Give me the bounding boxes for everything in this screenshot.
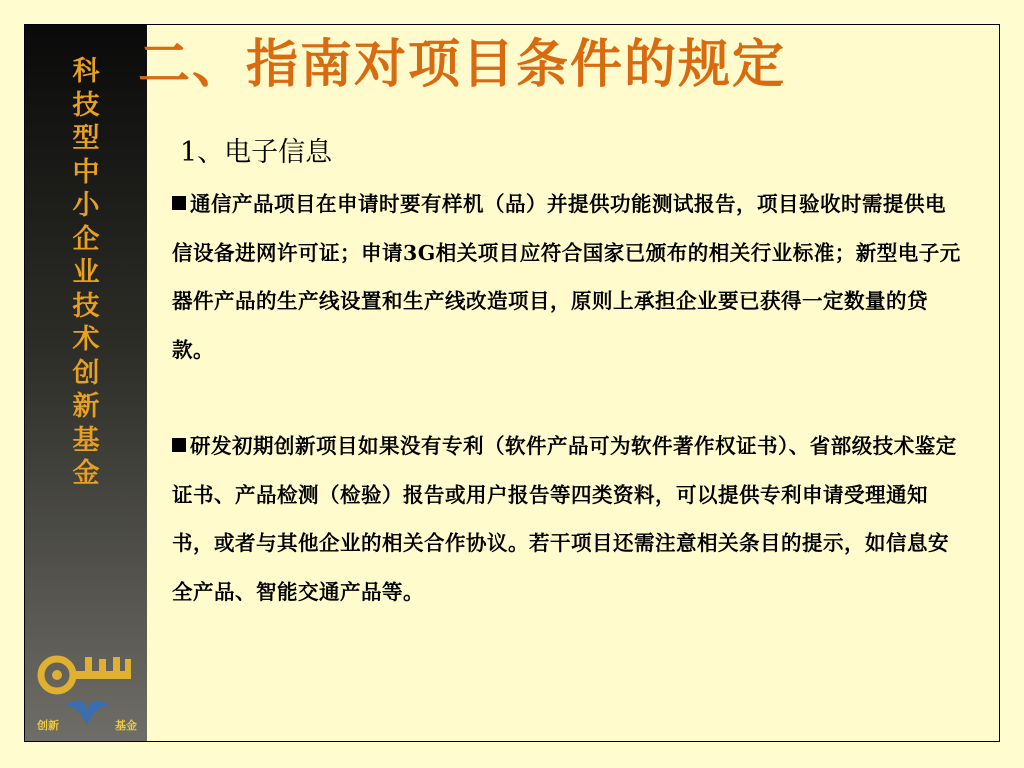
- vertical-title-char: 金: [72, 458, 100, 489]
- logo-label-right: 基金: [115, 719, 137, 732]
- logo-label-left: 创新: [37, 719, 59, 732]
- vertical-title-char: 中: [72, 156, 100, 188]
- paragraph-text: 研发初期创新项目如果没有专利（软件产品可为软件著作权证书）、省部级技术鉴定证书、产品检测（检验）报告或用户报告等四类资料，可以提供专利申请受理通知书，或者与其他企业的相关合作协议。若干项目还需注意相关条目的提示，如信息安全产品、智能交通产品等。: [172, 434, 957, 604]
- paragraph-text: 通信产品项目在申请时要有样机（品）并提供功能测试报告，项目验收时需提供电信设备进网许可证；申请3G相关项目应符合国家已颁布的相关行业标准；新型电子元器件产品的生产线设置和生产线改造项目，原则上承担企业要已获得一定数量的贷款。: [172, 192, 961, 362]
- vertical-title-char: 科: [72, 56, 100, 87]
- slide-title: 二、指南对项目条件的规定: [138, 35, 787, 95]
- vertical-title-char: 术: [72, 324, 100, 355]
- vertical-title-char: 技: [72, 290, 100, 322]
- slide-frame: [24, 24, 1000, 742]
- bullet-paragraph: [172, 422, 962, 616]
- innovation-fund-logo: [35, 645, 139, 733]
- vertical-title-char: 型: [72, 123, 100, 154]
- vertical-title-char: 企: [72, 223, 100, 255]
- vertical-title-char: 小: [72, 190, 100, 221]
- sidebar: [25, 25, 147, 741]
- vertical-title-char: 新: [72, 391, 100, 422]
- square-bullet-icon: [172, 196, 186, 210]
- vertical-title-char: 基: [72, 424, 100, 456]
- vertical-title: [25, 55, 147, 491]
- vertical-title-char: 业: [72, 257, 100, 288]
- vertical-title-char: 创: [72, 357, 100, 389]
- vertical-title-char: 技: [72, 89, 100, 121]
- section-subheading: 1、电子信息: [180, 137, 333, 168]
- square-bullet-icon: [172, 438, 186, 452]
- bullet-paragraph: [172, 180, 962, 374]
